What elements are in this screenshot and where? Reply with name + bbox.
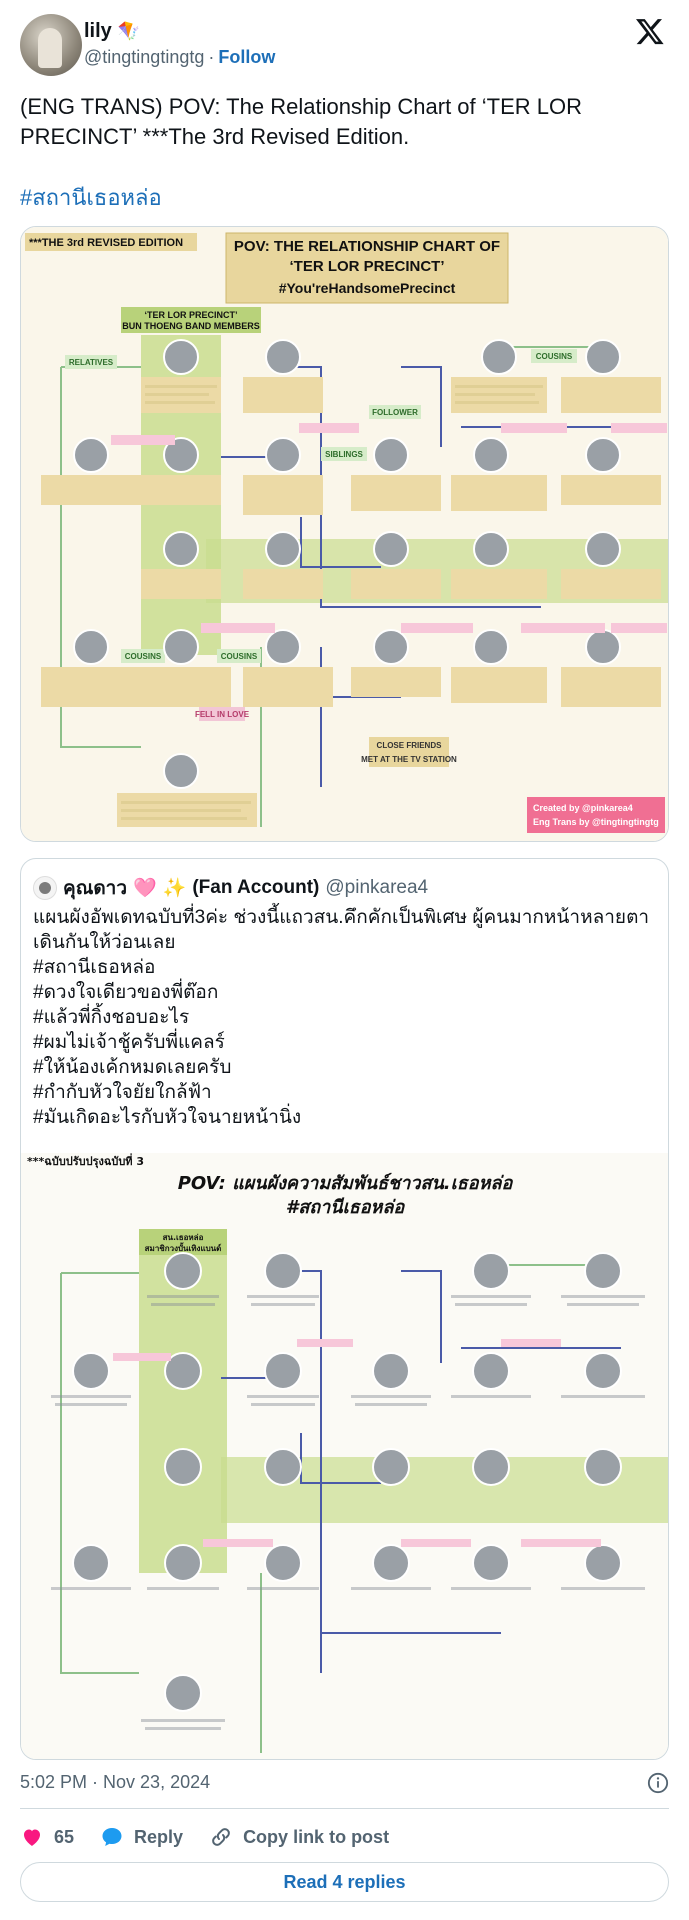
svg-text:COUSINS: COUSINS [124, 652, 162, 661]
tweet-hashtag-link[interactable]: #สถานีเธอหล่อ [20, 185, 162, 210]
divider [20, 1808, 669, 1809]
post-timestamp[interactable]: 5:02 PM · Nov 23, 2024 [20, 1772, 211, 1792]
author-display-name[interactable]: lily [84, 20, 112, 42]
quoted-hashtag[interactable]: #สถานีเธอหล่อ [33, 957, 156, 978]
quoted-hashtag[interactable]: #ให้น้องเค้กหมดเลยครับ [33, 1057, 232, 1078]
thai-edition-label: ***ฉบับปรับปรุงฉบับที่ 3 [27, 1155, 145, 1168]
tweet-text: (ENG TRANS) POV: The Relationship Chart of ‘TER LOR PRECINCT’ ***The 3rd Revised Edition. [20, 94, 582, 149]
svg-text:SIBLINGS: SIBLINGS [325, 450, 363, 459]
reply-label: Reply [134, 1826, 184, 1847]
svg-text:RELATIVES: RELATIVES [68, 358, 114, 367]
quoted-post-card[interactable] [20, 858, 669, 1760]
edition-label: ***THE 3rd REVISED EDITION [29, 237, 184, 249]
kite-emoji-icon: 🪁 [117, 21, 141, 41]
svg-text:MET AT THE TV STATION: MET AT THE TV STATION [361, 755, 457, 764]
quoted-line: แผนผังอัพเดทฉบับที่3ค่ะ ช่วงนี้แถวสน.คึกคักเป็นพิเศษ ผู้คนมากหน้าหลายตา [33, 907, 650, 928]
author-handle-row [84, 47, 275, 68]
relationship-chart-image-eng[interactable] [21, 227, 669, 842]
like-button[interactable] [20, 1825, 74, 1849]
quoted-line: เดินกันให้ว่อนเลย [33, 932, 176, 953]
thai-band-column [139, 1255, 227, 1573]
copy-link-label: Copy link to post [243, 1826, 390, 1847]
author-name-row[interactable] [84, 20, 140, 43]
thai-band-line2: สมาชิกวงบั้นเทิงแบนด์ [144, 1244, 222, 1253]
tweet-header [20, 14, 669, 76]
thai-band-line1: สน.เธอหล่อ [162, 1233, 204, 1242]
separator-dot: · [208, 47, 215, 67]
svg-text:FELL IN LOVE: FELL IN LOVE [194, 710, 250, 719]
x-logo-icon[interactable] [635, 16, 665, 46]
quoted-author-handle[interactable]: @pinkarea4 [325, 877, 429, 898]
follow-button[interactable]: Follow [218, 47, 276, 67]
quoted-hashtag[interactable]: #มันเกิดอะไรกับหัวใจนายหน้านิ่ง [33, 1107, 302, 1128]
chart-graphic-thai [21, 1153, 669, 1760]
heart-icon [20, 1825, 44, 1849]
svg-text:CLOSE FRIENDS: CLOSE FRIENDS [376, 741, 442, 750]
quoted-author-suffix: (Fan Account) [192, 877, 320, 898]
chart-graphic [21, 227, 669, 842]
credit-line1: Created by @pinkarea4 [533, 803, 633, 813]
quoted-post-text [33, 905, 658, 1130]
reply-button[interactable] [100, 1825, 183, 1849]
chart-title-line2: ‘TER LOR PRECINCT’ [289, 258, 445, 275]
chart-title-hashtag: #You'reHandsomePrecinct [278, 280, 456, 296]
band-header-line2: BUN THOENG BAND MEMBERS [122, 321, 260, 331]
svg-text:COUSINS: COUSINS [535, 352, 573, 361]
svg-text:FOLLOWER: FOLLOWER [372, 408, 418, 417]
reply-bubble-icon [100, 1825, 124, 1849]
sparkles-icon: ✨ [162, 878, 187, 899]
credit-line2: Eng Trans by @tingtingtingtg [533, 817, 659, 827]
quoted-hashtag[interactable]: #กำกับหัวใจยัยใกล้ฟ้า [33, 1082, 212, 1103]
quoted-author-row [33, 873, 428, 903]
link-icon [209, 1825, 233, 1849]
copy-link-button[interactable] [209, 1825, 389, 1849]
like-count: 65 [54, 1826, 75, 1847]
relationship-chart-image-thai[interactable] [21, 1153, 669, 1760]
author-avatar[interactable] [20, 14, 82, 76]
quoted-hashtag[interactable]: #แล้วพี่กิ้งชอบอะไร [33, 1007, 190, 1028]
svg-text:COUSINS: COUSINS [220, 652, 258, 661]
quoted-hashtag[interactable]: #ผมไม่เจ้าชู้ครับพี่แคลร์ [33, 1032, 225, 1053]
thai-title-line2: #สถานีเธอหล่อ [285, 1197, 405, 1218]
quoted-author-name[interactable]: คุณดาว [63, 878, 128, 899]
action-bar [20, 1822, 415, 1852]
read-replies-button[interactable]: Read 4 replies [20, 1862, 669, 1902]
quoted-hashtag[interactable]: #ดวงใจเดียวของพี่ต๊อก [33, 982, 219, 1003]
info-icon[interactable] [647, 1772, 669, 1794]
chart-title-line1: POV: THE RELATIONSHIP CHART OF [233, 238, 501, 255]
band-header-line1: ‘TER LOR PRECINCT’ [144, 310, 238, 320]
media-card[interactable] [20, 226, 669, 842]
thai-title-line1: POV: แผนผังความสัมพันธ์ชาวสน.เธอหล่อ [177, 1173, 513, 1194]
pink-heart-icon: 🩷 [133, 878, 157, 899]
quoted-author-avatar[interactable] [33, 876, 57, 900]
author-handle[interactable]: @tingtingtingtg [84, 47, 205, 67]
